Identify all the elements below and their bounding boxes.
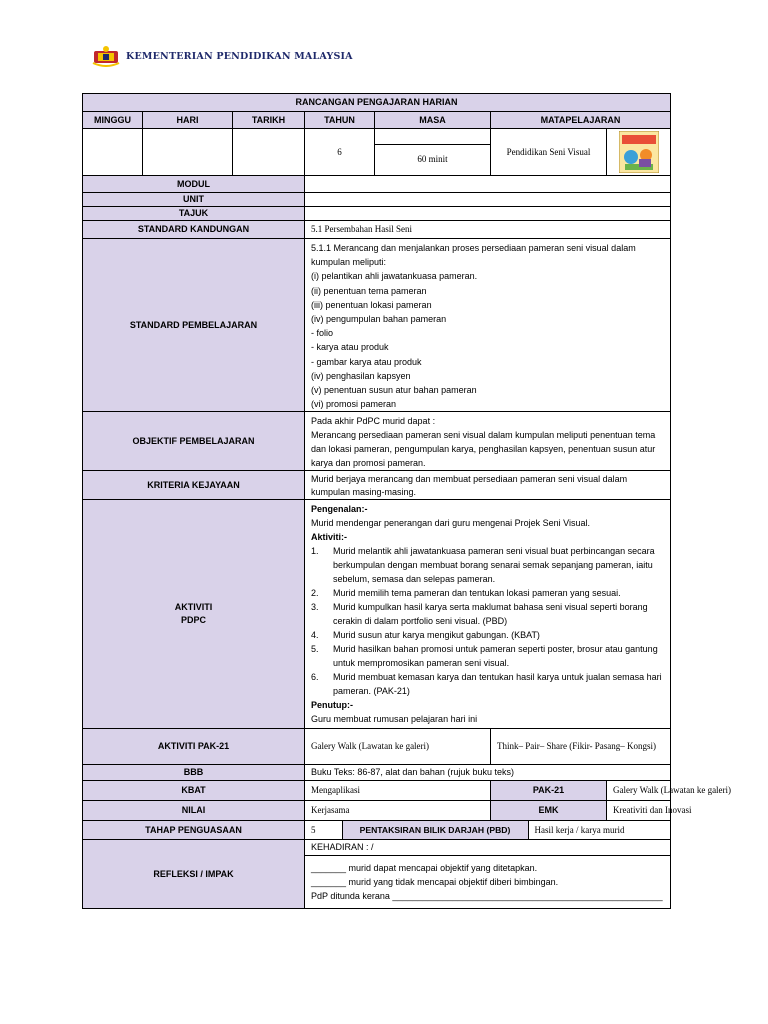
objektif-value [305, 412, 671, 471]
value-tahun: 6 [305, 129, 375, 176]
sp-line: (iv) pengumpulan bahan pameran [311, 314, 447, 325]
standard-pembelajaran-value [305, 239, 671, 412]
modul-value [305, 176, 671, 193]
lesson-plan-table [82, 93, 732, 909]
objektif-label: OBJEKTIF PEMBELAJARAN [83, 412, 305, 471]
value-hari [143, 129, 233, 176]
sp-line: (iii) penentuan lokasi pameran [311, 299, 432, 310]
kriteria-label: KRITERIA KEJAYAAN [83, 471, 305, 500]
list-item: 5. Murid hasilkan bahan promosi untuk pameran seperti poster, brosur atau gantung untuk mempromosikan pameran seni visual. [311, 644, 658, 669]
refleksi-line: PdP ditunda kerana ______________________________________________________ [311, 891, 663, 902]
aktiviti-label-line2: PDPC [180, 615, 206, 626]
kbat-label: KBAT [83, 781, 305, 801]
ministry-name: KEMENTERIAN PENDIDIKAN MALAYSIA [126, 50, 353, 62]
modul-label: MODUL [83, 176, 305, 193]
value-masa-top [375, 130, 490, 145]
refleksi-value [305, 840, 671, 909]
list-item: 4. Murid susun atur karya mengikut gabungan. (KBAT) [311, 630, 540, 641]
pbd-label: PENTAKSIRAN BILIK DARJAH (PBD) [342, 821, 528, 839]
aktiviti-heading: Aktiviti:- [311, 532, 347, 543]
sp-line: (vi) promosi pameran [311, 399, 397, 410]
col-tarikh: TARIKH [233, 112, 305, 129]
standard-pembelajaran-label: STANDARD PEMBELAJARAN [83, 239, 305, 412]
sp-line: (v) penentuan susun atur bahan pameran [311, 385, 477, 396]
pbd-value: Hasil kerja / karya murid [534, 824, 625, 835]
sp-line: (iv) penghasilan kapsyen [311, 370, 411, 381]
aktiviti-label [83, 500, 305, 729]
pak21-activity-label: AKTIVITI PAK-21 [83, 729, 305, 765]
objektif-intro: Pada akhir PdPC murid dapat : [311, 416, 436, 427]
col-matapelajaran: MATAPELAJARAN [491, 112, 671, 129]
col-minggu: MINGGU [83, 112, 143, 129]
tahap-row [305, 821, 671, 840]
list-item: 6. Murid membuat kemasan karya dan tentukan hasil karya untuk jualan semasa hari pameran. (PAK-21) [311, 672, 662, 697]
sp-line: - karya atau produk [311, 342, 389, 353]
bbb-label: BBB [83, 765, 305, 781]
col-masa: MASA [375, 112, 491, 129]
kbat-value: Mengaplikasi [305, 781, 491, 801]
emk-value: Kreativiti dan Inovasi [607, 801, 671, 821]
ministry-header [92, 44, 353, 68]
aktiviti-value [305, 500, 671, 729]
pak21-value: Galery Walk (Lawatan ke galeri) [607, 781, 671, 801]
pak21-activity-value2: Think– Pair– Share (Fikir- Pasang– Kongsi) [491, 729, 671, 765]
list-item: 3. Murid kumpulkan hasil karya serta maklumat bahasa seni visual seperti borang cerakin di dalam portfolio seni visual. (PBD) [311, 602, 648, 627]
standard-kandungan-label: STANDARD KANDUNGAN [83, 221, 305, 239]
sp-line: - folio [311, 328, 334, 339]
sp-line: - gambar karya atau produk [311, 356, 422, 367]
refleksi-line: _______ murid dapat mencapai objektif yang ditetapkan. [311, 863, 538, 874]
penutup-heading: Penutup:- [311, 700, 353, 711]
sp-line: (ii) penentuan tema pameran [311, 285, 427, 296]
refleksi-line: _______ murid yang tidak mencapai objektif diberi bimbingan. [311, 877, 559, 888]
aktiviti-list [311, 544, 664, 698]
bbb-value: Buku Teks: 86-87, alat dan bahan (rujuk buku teks) [305, 765, 671, 781]
pak21-label: PAK-21 [491, 781, 607, 801]
value-masa: 60 minit [417, 154, 448, 165]
unit-value [305, 193, 671, 207]
pengenalan-heading: Pengenalan:- [311, 504, 368, 515]
sp-line: 5.1.1 Merancang dan menjalankan proses persediaan pameran seni visual dalam kumpulan meliputi: [311, 243, 636, 268]
refleksi-label: REFLEKSI / IMPAK [83, 840, 305, 909]
malaysia-crest-icon [92, 45, 120, 67]
unit-label: UNIT [83, 193, 305, 207]
sp-line: (i) pelantikan ahli jawatankuasa pameran. [311, 271, 478, 282]
standard-kandungan-value: 5.1 Persembahan Hasil Seni [305, 221, 671, 239]
pengenalan-text: Murid mendengar penerangan dari guru mengenai Projek Seni Visual. [311, 518, 591, 529]
pak21-activity-value1: Galery Walk (Lawatan ke galeri) [305, 729, 491, 765]
tajuk-value [305, 207, 671, 221]
value-tarikh [233, 129, 305, 176]
kriteria-value: Murid berjaya merancang dan membuat persediaan pameran seni visual dalam kumpulan masing-masing. [305, 471, 671, 500]
kehadiran: KEHADIRAN : / [305, 840, 670, 856]
emk-label: EMK [491, 801, 607, 821]
tajuk-label: TAJUK [83, 207, 305, 221]
nilai-value: Kerjasama [305, 801, 491, 821]
tahap-value: 5 [305, 821, 342, 839]
penutup-text: Guru membuat rumusan pelajaran hari ini [311, 714, 478, 725]
nilai-label: NILAI [83, 801, 305, 821]
value-matapelajaran: Pendidikan Seni Visual [491, 129, 607, 176]
aktiviti-label-line1: AKTIVITI [174, 602, 213, 613]
objektif-text: Merancang persediaan pameran seni visual dalam kumpulan meliputi penentuan tema dan lokasi pameran, pengumpulan karya, penghasilan kapsyen, penentuan susun atur karya dan promosi pameran. [311, 430, 656, 469]
list-item: 2. Murid memilih tema pameran dan tentukan lokasi pameran yang sesuai. [311, 588, 621, 599]
book-cover-cell [607, 129, 671, 176]
table-title: RANCANGAN PENGAJARAN HARIAN [83, 94, 671, 112]
value-masa-cell [375, 129, 491, 176]
textbook-cover-icon [619, 131, 659, 173]
list-item: 1. Murid melantik ahli jawatankuasa pameran seni visual buat perbincangan secara berkumpulan dengan membuat borang senarai semak sepanjang pameran, iaitu sebelum, semasa dan selepas pameran. [311, 546, 655, 585]
value-minggu [83, 129, 143, 176]
tahap-label: TAHAP PENGUASAAN [83, 821, 305, 840]
col-tahun: TAHUN [305, 112, 375, 129]
col-hari: HARI [143, 112, 233, 129]
